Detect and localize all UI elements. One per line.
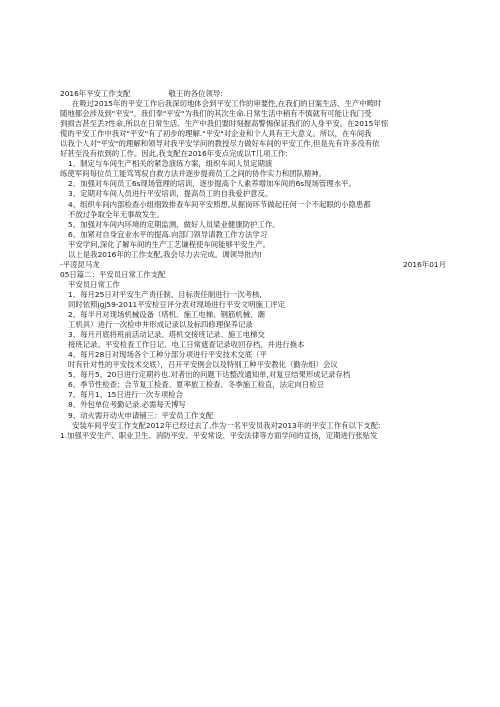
paragraph-line: 在吸过2015年的平安工作后我深切地体会到平安工作的审要性,在我们的日案生活、生产中畴时: [72, 99, 382, 109]
section-subtitle: 平安员日常工作: [68, 279, 120, 289]
plan-item: 4、组织车间内部检查小组细致排查车间平安照想,从掘岗环节做起任何一个不起眼的小隐患都: [68, 199, 371, 209]
plan-item: 1、制定与车间生产相关的紧急演练方案，组织车间人员定期演: [68, 159, 273, 169]
duty-line: 9、动火需开动火申请铺三：平安员工作支配: [68, 410, 214, 420]
plan-item: 练使军间每位员工能笃驾驭自救方法并逐步提商员工之间的协作实力和团队精神。: [60, 169, 327, 179]
duty-line: 2、每半月对现场机械设备（塔机、施工电梯、钢筋机械、潮: [68, 310, 265, 320]
paragraph-line: 好甚至没有依到的工作。因此,我支配在2016年变点完成以T几项工作:: [60, 149, 288, 159]
duty-line: 7、每月1、15日进行一次专项检合: [68, 390, 183, 400]
paragraph-line: 以我个人对"平安"的理解和领导对我平安学问的教授尽力做好车间的平安工作,但是先有许多没有依: [60, 139, 380, 149]
paragraph-line: 1.加强平安生产、职业卫生、消防平安、平安常设、平安法律等方面学问的宣扬，定期进行张贴发: [60, 430, 378, 440]
plan-item: 不放过争取全年无事故发生。: [68, 209, 165, 219]
duty-line: 工机具）进行一次检申井形成记录以及标四修理保养记录: [68, 320, 253, 330]
section-title: 05日篇二：平安员日常工作支配: [60, 269, 166, 279]
plan-item: 平安学问,深化了解车间的生产工艺谦程使车间能够平安生产。: [68, 239, 270, 249]
duty-line: 4、每月28日对现场各个工种分部分项进行平安技术交底（平: [68, 350, 267, 360]
document-body: [60, 89, 446, 441]
signature-name: -平凌昆马龙: [60, 259, 100, 269]
plan-item: 5、加强对车间内环境的定期监测，做好人员梁业健康防护工作。: [68, 219, 280, 229]
header-line: [60, 89, 446, 99]
paragraph-line: 到损吉甚至丢?性命,所以在日常生活、生产中我们要时刻握高警惕保证我们的人身平安。在2015年惊: [60, 119, 389, 129]
duty-line: 6、季节性检查；合节复工检查、夏率旅工检查、冬季施工检直，法定向日检豆: [68, 380, 324, 390]
closing-line: 以上是我2016年的工作支配,我会尽力去完成。调领导批内!: [68, 249, 263, 259]
signature-date: 2016年01月: [403, 259, 446, 269]
paragraph-line: 慌的平安工作中我对"平安"有了初步的理解."平安"对企业和个人具有王大意义。所以，在车间我: [60, 129, 372, 139]
duty-line: 5、每月5、20日进行定期衿也.对者出的问题下达整改通知单,对复豆结果形成记录存档: [68, 370, 351, 380]
duty-line: 时有针对性的平安技术交底），召开平安例会以及特别工种平安教化（勤杂组）会议: [68, 360, 338, 370]
plan-item: 3、定期对车间人员进行平安培训，提高员工的自我爱护意反。: [68, 189, 273, 199]
duty-line: 8、外包单位考勤记录.必需每天博写: [68, 400, 186, 410]
paragraph-line: 随地都会涉及到"平安"。我们奉"平安"为我们的其次生命.日常生活中稍有不慎就有可能让我门受: [60, 109, 372, 119]
duty-line: 1、每月25日对平安生产责任制、目标责任制进行一次考核,: [68, 289, 262, 299]
salutation: 敬王的各位领导:: [168, 89, 223, 98]
duty-line: 接班记录、平安检查工作日记、电工日常遮查记录收回存档，并进行换本: [68, 340, 305, 350]
plan-item: 6、加紧对自身宜业水平的提高.向部门领导请教工作方法学习: [68, 229, 268, 239]
signature-line: [60, 260, 446, 270]
duty-line: 3、每月月底将班前活动记录、塔机交接班记录、施工电梯交: [68, 330, 265, 340]
doc-title: 2016年平安工作支配: [60, 89, 131, 98]
duty-line: 同时依照jgj59-2011平安检豆评分表对现场进行平安文明施工评定: [68, 299, 286, 309]
paragraph-line: 安装车间平安工作支配2012年已经过去了,作为一名平安员我对2013年的平安工作有以下支配:: [72, 420, 381, 430]
plan-item: 2、加强对车间员工6s现场管理的培训，逐步提高个人素养增加车间的6s现场管理水平。: [68, 179, 356, 189]
